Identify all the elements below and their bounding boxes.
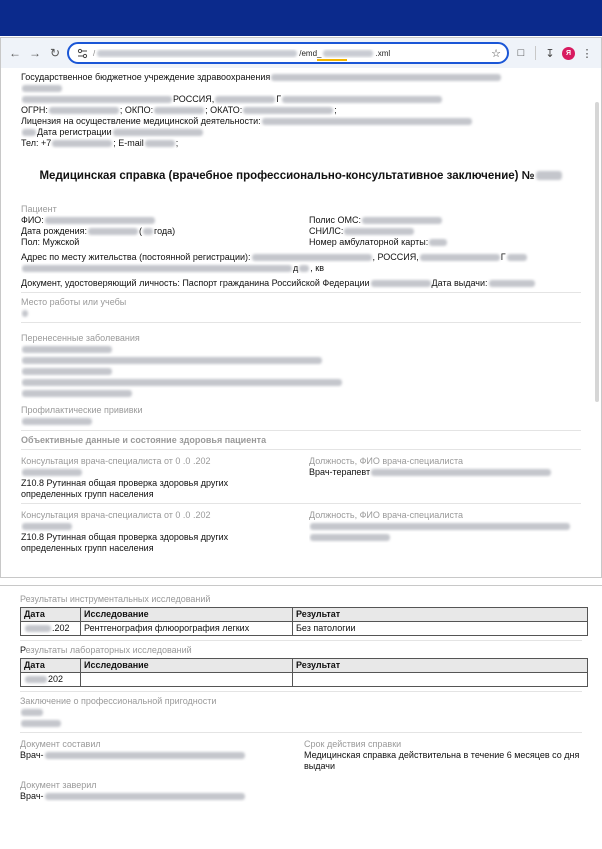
col-date: Дата: [21, 608, 81, 622]
consult2-doctor-label: Должность, ФИО врача-специалиста: [309, 510, 464, 520]
consult2-diagnosis: Z10.8 Рутинная общая проверка здоровья других определенных групп населения: [21, 532, 229, 553]
contacts-line: Тел: +7 ; E-mail ;: [21, 138, 179, 148]
address-line: РОССИЯ, Г: [21, 94, 581, 105]
download-icon[interactable]: ↧: [545, 47, 555, 60]
document-page-bottom: Результаты инструментальных исследований Дата Исследование Результат .202 Рентгенография флюорография легких Без патологии Результаты лабораторных исследований Дата Исследование Результат 202 Заключение о профессиональной пригодности Документ составил Врач- Срок действия справки Медицинская справка действительна в течение 6 месяцев со дня выдачи Документ заверил Врач-: [0, 585, 602, 847]
diseases-section-label: Перенесенные заболевания: [21, 333, 140, 343]
instrumental-section-label: Результаты инструментальных исследований: [20, 594, 211, 604]
browser-window-top: [0, 37, 602, 578]
conclusion-section-label: Заключение о профессиональной пригодности: [20, 696, 217, 706]
workplace-section-label: Место работы или учебы: [21, 297, 127, 307]
consult1-doctor-label: Должность, ФИО врача-специалиста: [309, 456, 464, 466]
org-line: Государственное бюджетное учреждение здравоохранения: [21, 72, 581, 83]
lab-section-label: Результаты лабораторных исследований: [20, 645, 192, 655]
table-row: .202 Рентгенография флюорография легких Без патологии: [21, 622, 588, 636]
forward-arrow-icon[interactable]: →: [29, 46, 41, 60]
consult1-diagnosis: Z10.8 Рутинная общая проверка здоровья других определенных групп населения: [21, 478, 229, 499]
url-highlight: [317, 59, 347, 61]
composed-label: Документ составил: [20, 739, 101, 749]
sex-field: Пол: Мужской: [21, 237, 80, 247]
url-text: / /emd_ .xml: [93, 48, 391, 58]
table-row: 202: [21, 673, 588, 687]
residence-address: Адрес по месту жительства (постоянной регистрации): , РОССИЯ, Г: [21, 252, 581, 263]
profile-avatar[interactable]: Я: [562, 47, 575, 60]
ogrn-line: ОГРН: ; ОКПО: ; ОКАТО: ;: [21, 105, 337, 115]
menu-dots-icon[interactable]: ⋮: [581, 47, 593, 60]
reg-date-line: Дата регистрации: [21, 127, 581, 138]
validity-value: Медицинская справка действительна в течение 6 месяцев со дня выдачи: [304, 750, 580, 771]
patient-section-label: Пациент: [21, 204, 57, 214]
objective-section-label: Объективные данные и состояние здоровья пациента: [21, 435, 267, 445]
col-result: Результат: [293, 608, 588, 622]
instrumental-table: [20, 607, 588, 636]
bookmark-star-icon[interactable]: ☆: [491, 47, 501, 60]
validity-label: Срок действия справки: [304, 739, 402, 749]
col-study: Исследование: [81, 608, 293, 622]
consult2-label: Консультация врача-специалиста от 0 .0 .202: [21, 510, 211, 520]
site-settings-icon[interactable]: [75, 46, 89, 60]
address-bar[interactable]: [67, 42, 509, 64]
license-line: Лицензия на осуществление медицинской деятельности:: [21, 116, 581, 127]
certified-label: Документ заверил: [20, 780, 97, 790]
back-arrow-icon[interactable]: ←: [9, 46, 21, 60]
page-title: Медицинская справка (врачебное профессионально-консультативное заключение) №: [21, 171, 581, 182]
lab-table: Дата Исследование Результат 202: [20, 658, 588, 687]
vaccines-section-label: Профилактические прививки: [21, 405, 143, 415]
scrollbar[interactable]: [595, 102, 599, 402]
document-page: Государственное бюджетное учреждение здравоохранения РОССИЯ, Г ОГРН: ; ОКПО: ; ОКАТО: ; Лицензия на осуществление медицинской деятельности: Дата регистрации Тел: +7 ; E-mail ; Медицинская справка (врачебное профессионально-консультативное заключение) № Пациент ФИО: Полис ОМС: Дата рождения: ( года) СНИЛС: Пол: Мужской Номер амбулаторной карты: Адрес по месту жительства (постоянной регистрации): , РОССИЯ, Г д , кв Документ, удостоверяющий личность: Паспорт гражданина Российской Федерации Дата выдачи: Место работы или учебы Перенесенные заболевания Профилактические прививки Объективные данные и состояние здоровья пациента Консультация врача-специалиста от 0 .0 .202 Z10.8 Рутинная общая проверка здоровья других определенных групп населения Должность, ФИО врача-специалиста Врач-терапевт Консультация врача-специалиста от 0 .0 .202 Z10.8 Рутинная общая проверка здоровья других определенных групп населения Должность, ФИО врача-специалиста: [1, 68, 601, 554]
extensions-icon[interactable]: □: [517, 47, 525, 59]
id-document-line: Документ, удостоверяющий личность: Паспорт гражданина Российской Федерации Дата выдачи:: [21, 278, 581, 289]
consult1-label: Консультация врача-специалиста от 0 .0 .202: [21, 456, 211, 466]
browser-toolbar: [1, 38, 601, 68]
top-title-band: [0, 0, 602, 36]
reload-icon[interactable]: ↻: [49, 46, 61, 60]
